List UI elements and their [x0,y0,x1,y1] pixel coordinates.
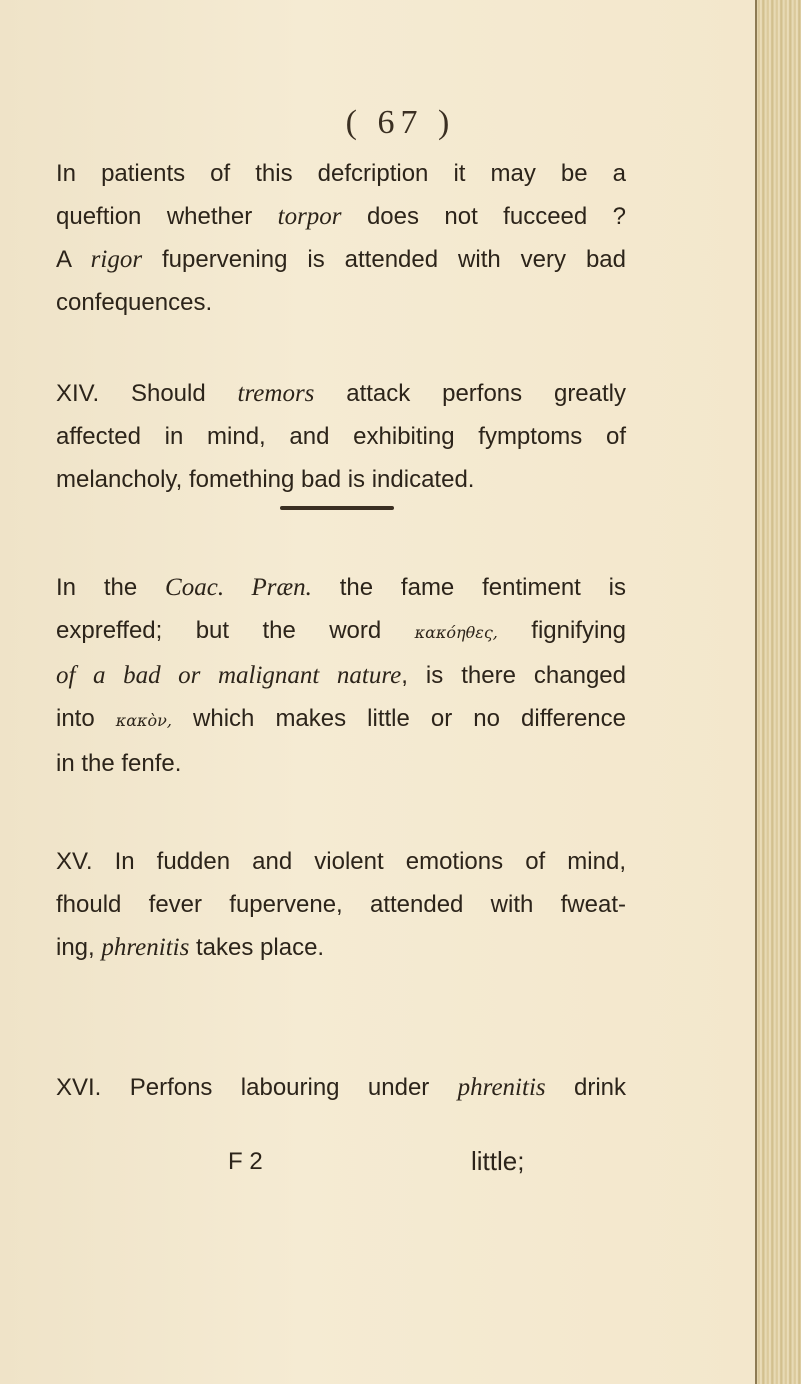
text-line: fhould fever fupervene, attended with fweat- [56,891,626,918]
text-line: In the Coac. Præn. the fame fentiment is [56,574,626,601]
text-line: affected in mind, and exhibiting fymptoms of [56,423,626,450]
catchword: little; [471,1146,525,1176]
paragraph-5 [56,1066,626,1109]
paragraph-3 [56,566,626,785]
text-line: ing, phrenitis takes place. [56,934,325,961]
text-line: XIV. Should tremors attack perfons greatly [56,380,627,407]
signature-mark: F 2 [228,1148,263,1175]
text-line: XV. In fudden and violent emotions of mind, [56,848,626,875]
text-line: XVI. Perfons labouring under phrenitis drink [56,1074,627,1101]
text-line: into κακὸν, which makes little or no difference [56,705,626,732]
page-edge-binding [755,0,801,1384]
text-line: queftion whether torpor does not fucceed ? [56,203,627,230]
text-line: of a bad or malignant nature, is there changed [56,662,626,689]
paragraph-1 [56,152,626,324]
page-number-header: ( 67 ) [345,104,456,141]
text-line: confequences. [56,289,213,316]
text-line: A rigor fupervening is attended with very bad [56,246,626,273]
text-line: in the fenfe. [56,750,182,777]
section-divider-rule [280,506,394,510]
paragraph-2 [56,372,626,501]
text-line: In patients of this defcription it may be a [56,160,626,187]
text-line: expreffed; but the word κακόηθες, fignifying [56,617,627,644]
text-line: melancholy, fomething bad is indicated. [56,466,475,493]
paragraph-4 [56,840,626,969]
